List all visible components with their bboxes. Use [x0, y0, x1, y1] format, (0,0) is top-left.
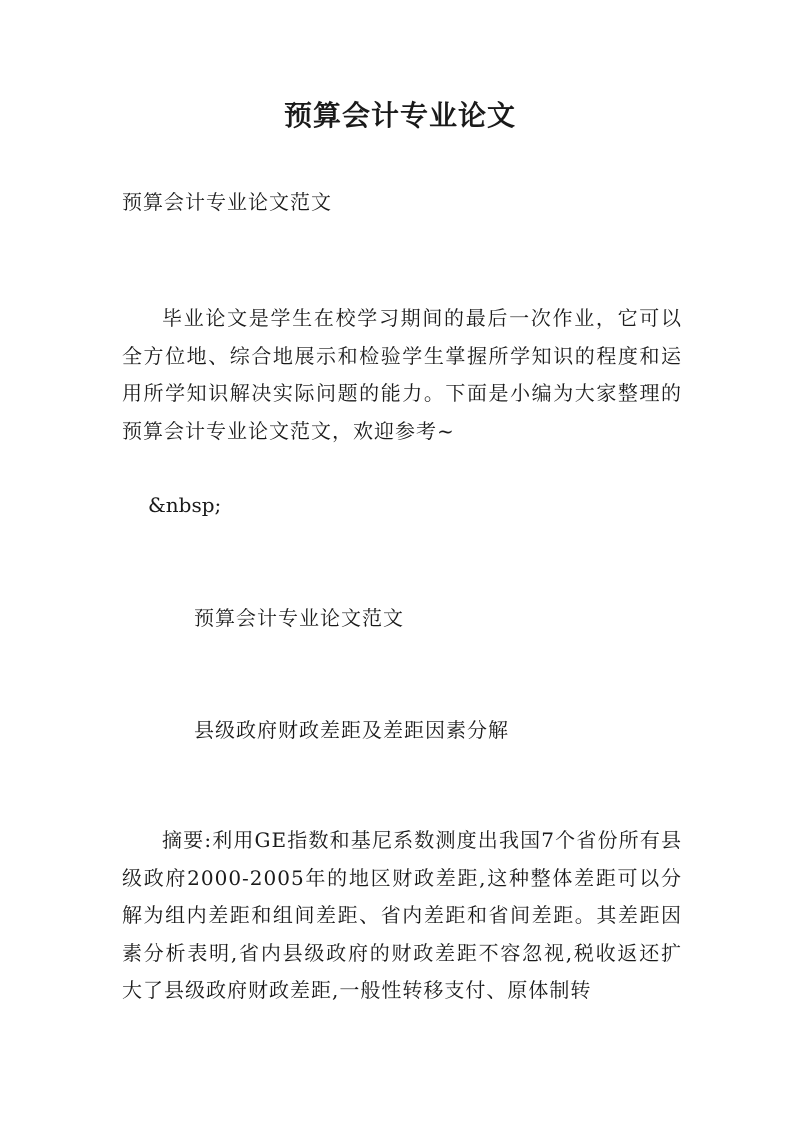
- document-subtitle: 预算会计专业论文范文: [122, 190, 332, 214]
- nbsp-text: &nbsp;: [148, 493, 222, 517]
- article-title: 县级政府财政差距及差距因素分解: [194, 718, 509, 742]
- abstract-paragraph: 摘要:利用GE指数和基尼系数测度出我国7个省份所有县级政府2000-2005年的地区财政差距,这种整体差距可以分解为组内差距和组间差距、省内差距和省间差距。其差距因素分析表明,省内县级政府的财政差距不容忽视,税收返还扩大了县级政府财政差距,一般性转移支付、原体制转: [122, 828, 682, 1002]
- document-title: 预算会计专业论文: [283, 99, 516, 132]
- section-heading: 预算会计专业论文范文: [194, 606, 404, 630]
- intro-paragraph: 毕业论文是学生在校学习期间的最后一次作业，它可以全方位地、综合地展示和检验学生掌握所学知识的程度和运用所学知识解决实际问题的能力。下面是小编为大家整理的预算会计专业论文范文，欢迎参考~: [122, 306, 682, 443]
